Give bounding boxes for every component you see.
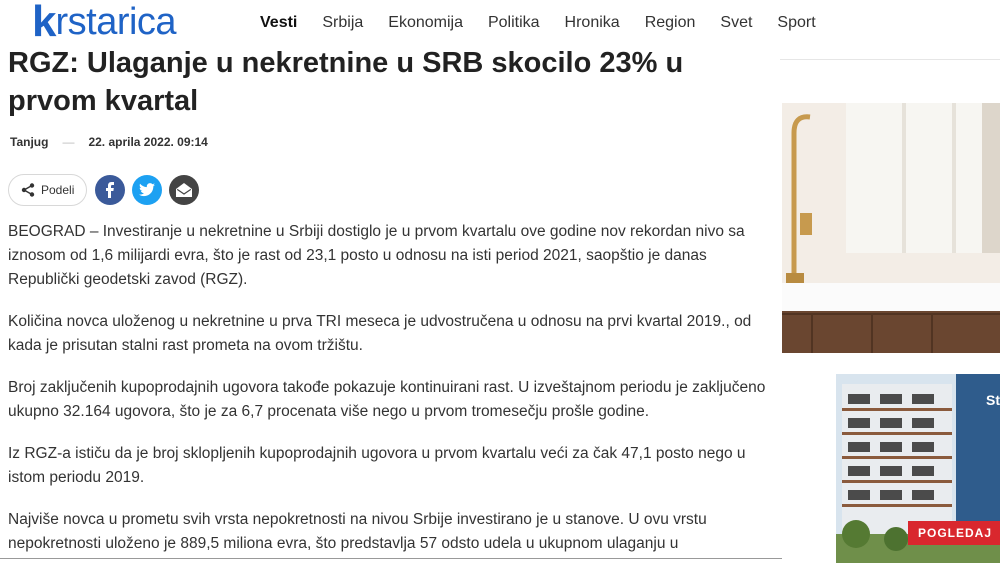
nav-item-region[interactable]: Region bbox=[644, 14, 696, 31]
ad-banner-building[interactable] bbox=[836, 374, 1000, 563]
article-date: 22. aprila 2022. 09:14 bbox=[88, 135, 208, 149]
main-nav bbox=[260, 13, 841, 33]
facebook-icon bbox=[104, 182, 116, 198]
share-bar bbox=[8, 173, 778, 207]
meta-separator: — bbox=[62, 135, 75, 149]
logo-text: rstarica bbox=[55, 1, 177, 43]
site-logo[interactable] bbox=[32, 0, 177, 46]
facebook-share-button[interactable] bbox=[95, 175, 125, 205]
nav-item-sport[interactable]: Sport bbox=[777, 14, 816, 31]
nav-item-ekonomija[interactable]: Ekonomija bbox=[388, 14, 463, 31]
nav-item-hronika[interactable]: Hronika bbox=[564, 14, 620, 31]
ad-partial-text: St bbox=[986, 392, 1000, 408]
article-paragraph: Najviše novca u prometu svih vrsta nepokretnosti na nivou Srbije investirano je u stanove. U ovu vrstu nepokretnosti uloženo je 889,5 miliona evra, što predstavlja 57 odsto udela u ukupnom ulaganju u bbox=[8, 511, 707, 552]
article-meta bbox=[8, 132, 778, 152]
share-button[interactable] bbox=[8, 174, 87, 206]
scroll-divider bbox=[0, 558, 782, 559]
article bbox=[8, 44, 778, 563]
article-paragraph: Iz RGZ-a ističu da je broj sklopljenih kupoprodajnih ugovora u prvom kvartalu veći za čak 47,1 posto nego u istom periodu 2019. bbox=[8, 445, 746, 486]
share-icon bbox=[21, 183, 35, 197]
twitter-icon bbox=[139, 183, 155, 197]
kitchen-ad-image bbox=[782, 103, 1000, 353]
article-paragraph: Količina novca uloženog u nekretnine u prva TRI meseca je udvostručena u odnosu na prvi kvartal 2019., od kada je prisutan stalni rast prometa na ovom tržištu. bbox=[8, 313, 752, 354]
sidebar-divider bbox=[780, 59, 1000, 60]
nav-item-srbija[interactable]: Srbija bbox=[322, 14, 364, 31]
site-header bbox=[0, 0, 1000, 46]
article-title: RGZ: Ulaganje u nekretnine u SRB skocilo 23% u prvom kvartal bbox=[8, 47, 684, 117]
share-label: Podeli bbox=[41, 183, 75, 197]
twitter-share-button[interactable] bbox=[132, 175, 162, 205]
nav-item-vesti[interactable]: Vesti bbox=[260, 14, 298, 31]
article-paragraph: Broj zaključenih kupoprodajnih ugovora takođe pokazuje kontinuirani rast. U izveštajnom periodu je zaključeno ukupno 32.164 ugovora, što je za 6,7 procenata više nego u prvom tromesečju prošle godine. bbox=[8, 379, 766, 420]
logo-k: k bbox=[32, 0, 56, 46]
article-paragraph: BEOGRAD – Investiranje u nekretnine u Srbiji dostiglo je u prvom kvartalu ove godine nov rekordan nivo sa iznosom od 1,6 milijardi evra, što je rast od 23,1 posto u odnosu na isti period 2021, saopštio je danas Republički geodetski zavod (RGZ). bbox=[8, 223, 745, 288]
article-body bbox=[8, 220, 778, 556]
ad-banner-kitchen[interactable] bbox=[782, 103, 1000, 353]
ad-cta-button[interactable]: POGLEDAJ bbox=[908, 521, 1000, 545]
nav-item-politika[interactable]: Politika bbox=[487, 14, 540, 31]
nav-item-svet[interactable]: Svet bbox=[720, 14, 753, 31]
email-icon bbox=[176, 183, 192, 197]
email-share-button[interactable] bbox=[169, 175, 199, 205]
article-author[interactable]: Tanjug bbox=[10, 135, 49, 149]
sidebar bbox=[780, 46, 1000, 563]
